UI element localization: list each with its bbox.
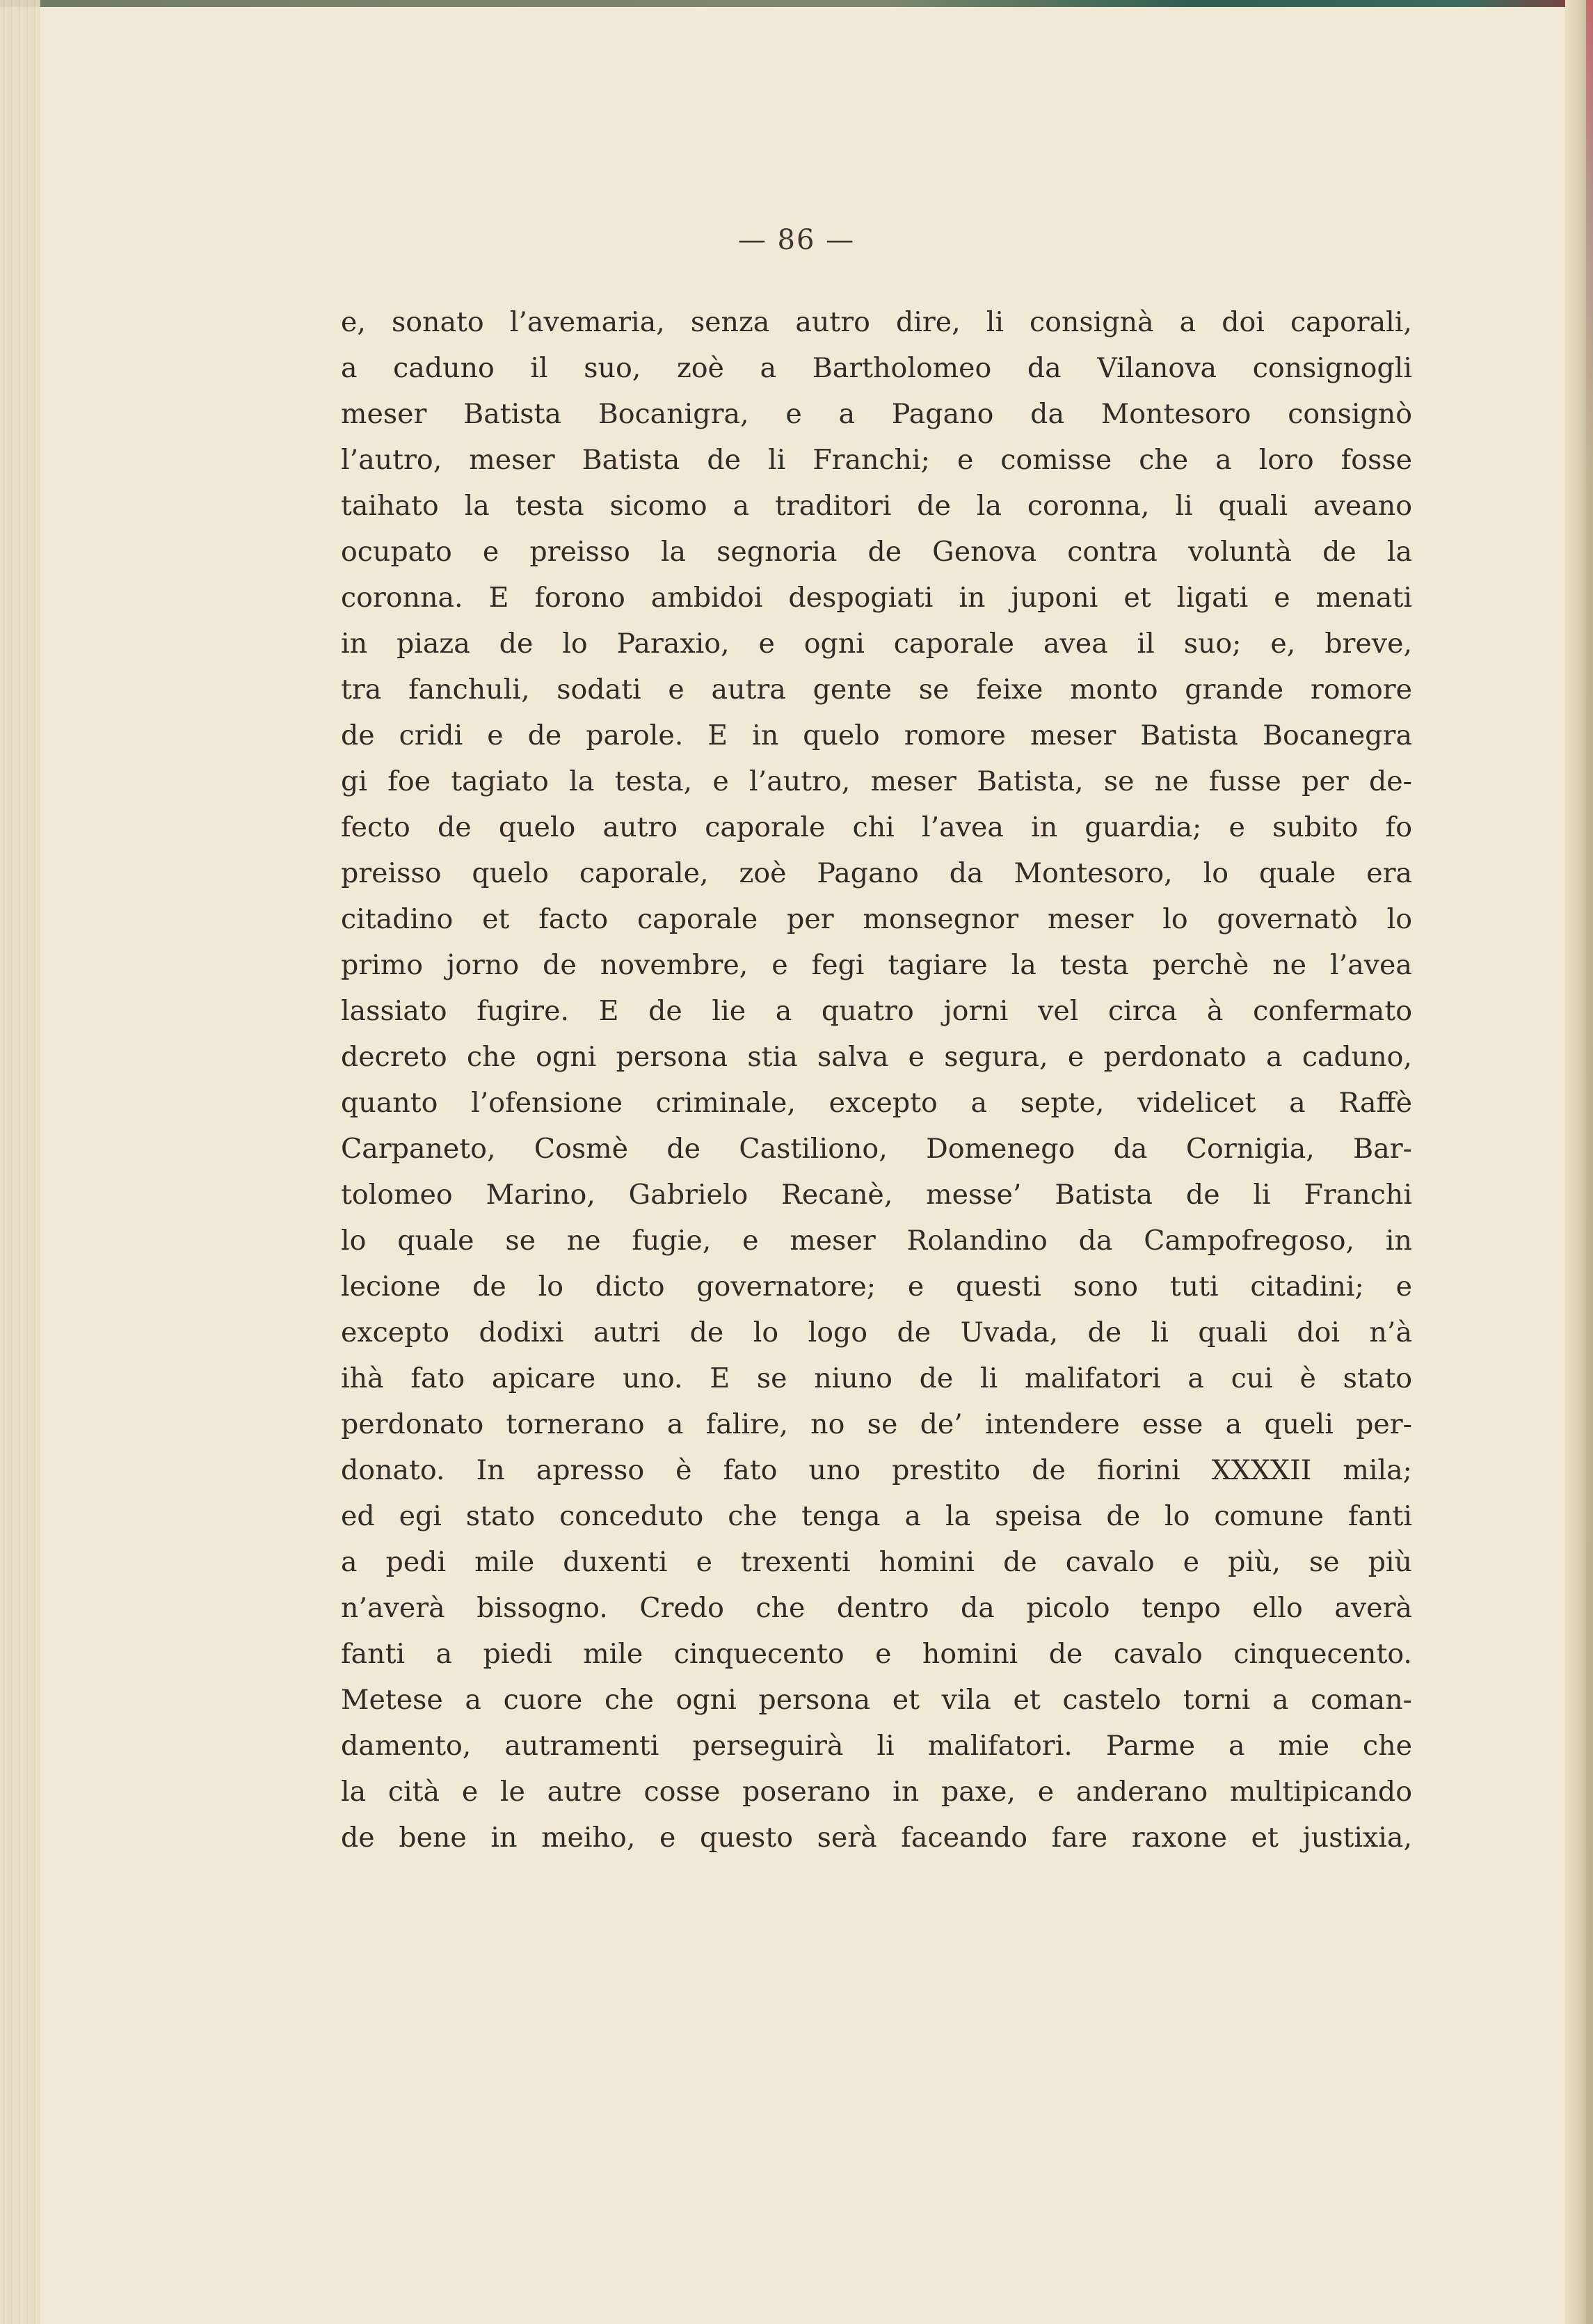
- text-line: decreto che ogni persona stia salva e segura, e perdonato a caduno,: [341, 1041, 1412, 1073]
- text-line: coronna. E forono ambidoi despogiati in juponi et ligati e menati: [341, 582, 1412, 614]
- text-line: lo quale se ne fugie, e meser Rolandino da Campofregoso, in: [341, 1225, 1412, 1257]
- text-line: tolomeo Marino, Gabrielo Recanè, messe’ Batista de li Franchi: [341, 1179, 1412, 1211]
- text-line: Carpaneto, Cosmè de Castiliono, Domenego da Cornigia, Bar-: [341, 1133, 1412, 1165]
- text-line: l’autro, meser Batista de li Franchi; e comisse che a loro fosse: [341, 444, 1412, 476]
- text-line: lecione de lo dicto governatore; e questi sono tuti citadini; e: [341, 1271, 1412, 1303]
- text-line: tra fanchuli, sodati e autra gente se feixe monto grande romore: [341, 674, 1412, 706]
- text-line: ed egi stato conceduto che tenga a la speisa de lo comune fanti: [341, 1500, 1412, 1532]
- text-line: damento, autramenti perseguirà li malifatori. Parme a mie che: [341, 1730, 1412, 1762]
- text-line: donato. In apresso è fato uno prestito de fiorini XXXXII mila;: [341, 1454, 1412, 1486]
- text-line: taihato la testa sicomo a traditori de la coronna, li quali aveano: [341, 490, 1412, 522]
- text-line: excepto dodixi autri de lo logo de Uvada, de li quali doi n’à: [341, 1316, 1412, 1348]
- text-line: a pedi mile duxenti e trexenti homini de cavalo e più, se più: [341, 1546, 1412, 1578]
- text-line: primo jorno de novembre, e fegi tagiare la testa perchè ne l’avea: [341, 949, 1412, 981]
- text-line: ihà fato apicare uno. E se niuno de li malifatori a cui è stato: [341, 1362, 1412, 1394]
- text-line: perdonato tornerano a falire, no se de’ intendere esse a queli per-: [341, 1408, 1412, 1440]
- text-line: de bene in meiho, e questo serà faceando fare raxone et justixia,: [341, 1822, 1412, 1854]
- book-cover-edge: [0, 0, 1593, 7]
- text-line: fecto de quelo autro caporale chi l’avea in guardia; e subito fo: [341, 811, 1412, 843]
- page-number: — 86 —: [737, 224, 856, 256]
- text-line: Metese a cuore che ogni persona et vila et castelo torni a coman-: [341, 1684, 1412, 1716]
- body-text: [341, 299, 1412, 1861]
- text-line: quanto l’ofensione criminale, excepto a septe, videlicet a Raffè: [341, 1087, 1412, 1119]
- text-line: a caduno il suo, zoè a Bartholomeo da Vilanova consignogli: [341, 352, 1412, 384]
- text-line: ocupato e preisso la segnoria de Genova contra voluntà de la: [341, 536, 1412, 568]
- page-stack-left-edge: [0, 0, 40, 2324]
- text-line: gi foe tagiato la testa, e l’autro, meser Batista, se ne fusse per de-: [341, 765, 1412, 797]
- text-line: de cridi e de parole. E in quelo romore meser Batista Bocanegra: [341, 719, 1412, 751]
- text-line: n’averà bissogno. Credo che dentro da picolo tenpo ello averà: [341, 1592, 1412, 1624]
- text-line: in piaza de lo Paraxio, e ogni caporale avea il suo; e, breve,: [341, 628, 1412, 660]
- text-line: meser Batista Bocanigra, e a Pagano da Montesoro consignò: [341, 398, 1412, 430]
- text-line: preisso quelo caporale, zoè Pagano da Montesoro, lo quale era: [341, 857, 1412, 889]
- text-line: fanti a piedi mile cinquecento e homini de cavalo cinquecento.: [341, 1638, 1412, 1670]
- text-line: e, sonato l’avemaria, senza autro dire, li consignà a doi caporali,: [341, 306, 1412, 338]
- binding-edge-stripe: [1586, 0, 1593, 2324]
- text-line: la cità e le autre cosse poserano in paxe, e anderano multipicando: [341, 1776, 1412, 1808]
- text-line: citadino et facto caporale per monsegnor meser lo governatò lo: [341, 903, 1412, 935]
- text-line: lassiato fugire. E de lie a quatro jorni vel circa à confermato: [341, 995, 1412, 1027]
